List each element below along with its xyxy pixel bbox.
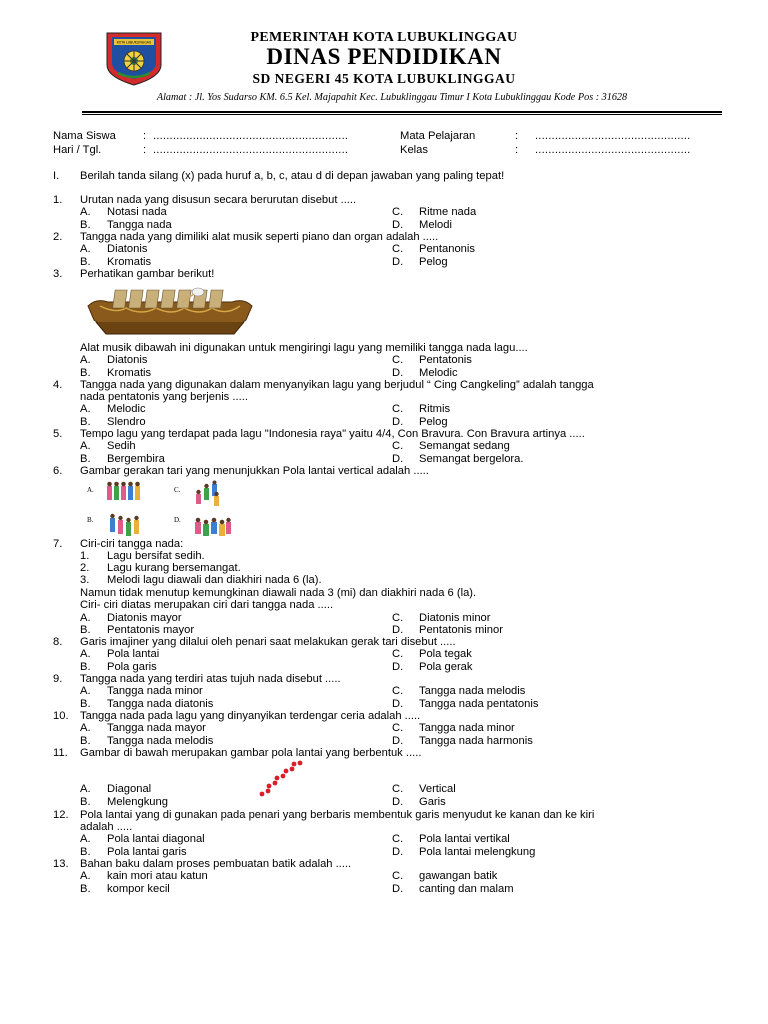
q5-text: Tempo lagu yang terdapat pada lagu "Indonesia raya" yaitu 4/4, Con Bravura. Con Bravura artinya ..... [80,428,585,440]
option-label: A. [80,722,91,734]
option-label: A. [80,612,91,624]
option-label: C. [392,612,404,624]
q6-picture-label: C. [174,486,181,494]
q13-option-d[interactable]: canting dan malam [419,883,514,895]
q5-option-b[interactable]: Bergembira [107,453,165,465]
q7-option-d[interactable]: Pentatonis minor [419,624,503,636]
q11-option-b[interactable]: Melengkung [107,796,168,808]
q1-option-d[interactable]: Melodi [419,219,452,231]
q7-text: Ciri-ciri tangga nada: [80,538,184,550]
q4-option-b[interactable]: Slendro [107,416,146,428]
q9-option-c[interactable]: Tangga nada melodis [419,685,526,697]
q1-number: 1. [53,194,63,206]
q8-text: Garis imajiner yang dilalui oleh penari saat melakukan gerak tari disebut ..... [80,636,456,648]
q1-option-c[interactable]: Ritme nada [419,206,477,218]
q6-number: 6. [53,465,63,477]
department-title: DINAS PENDIDIKAN [266,44,502,69]
school-title: SD NEGERI 45 KOTA LUBUKLINGGAU [252,71,516,86]
nama-siswa-label: Nama Siswa [53,130,116,142]
q5-option-c[interactable]: Semangat sedang [419,440,510,452]
option-label: B. [80,735,91,747]
q7-item-2: Lagu kurang bersemangat. [107,562,241,574]
q5-option-a[interactable]: Sedih [107,440,136,452]
q5-number: 5. [53,428,63,440]
q3-option-c[interactable]: Pentatonis [419,354,472,366]
option-label: A. [80,685,91,697]
option-label: D. [392,416,404,428]
option-label: C. [392,722,404,734]
option-label: A. [80,403,91,415]
q9-option-b[interactable]: Tangga nada diatonis [107,698,214,710]
q10-option-d[interactable]: Tangga nada harmonis [419,735,533,747]
option-label: D. [392,796,404,808]
q8-option-c[interactable]: Pola tegak [419,648,472,660]
option-label: B. [80,796,91,808]
q4-text-2: nada pentatonis yang berjenis ..... [80,391,248,403]
q4-option-a[interactable]: Melodic [107,403,146,415]
q2-text: Tangga nada yang dimiliki alat musik seperti piano dan organ adalah ..... [80,231,439,243]
q2-number: 2. [53,231,63,243]
option-label: D. [392,256,404,268]
q10-option-a[interactable]: Tangga nada mayor [107,722,206,734]
q13-option-b[interactable]: kompor kecil [107,883,170,895]
q2-option-d[interactable]: Pelog [419,256,448,268]
dancers-picture-b[interactable] [104,512,144,540]
nama-siswa-field[interactable]: ........................................................... [153,130,349,142]
option-label: B. [80,624,91,636]
q6-picture-label: A. [87,486,94,494]
option-label: A. [80,833,91,845]
q2-option-a[interactable]: Diatonis [107,243,148,255]
q7-item-number: 3. [80,574,90,586]
option-label: C. [392,783,404,795]
school-address: Alamat : Jl. Yos Sudarso KM. 6.5 Kel. Majapahit Kec. Lubuklinggau Timur I Kota Lubuklinggau Kode Pos : 31628 [156,92,628,103]
option-label: D. [392,698,404,710]
gamelan-saron-image [86,284,254,336]
q1-text: Urutan nada yang disusun secara berurutan disebut ..... [80,194,357,206]
q1-option-a[interactable]: Notasi nada [107,206,167,218]
q7-item-1: Lagu bersifat sedih. [107,550,205,562]
q2-option-b[interactable]: Kromatis [107,256,152,268]
q11-number: 11. [53,747,68,759]
q10-text: Tangga nada pada lagu yang dinyanyikan terdengar ceria adalah ..... [80,710,421,722]
option-label: C. [392,354,404,366]
q13-text: Bahan baku dalam proses pembuatan batik adalah ..... [80,858,352,870]
option-label: B. [80,453,91,465]
q3-option-d[interactable]: Melodic [419,367,458,379]
q7-option-b[interactable]: Pentatonis mayor [107,624,195,636]
q3-text-2: Alat musik dibawah ini digunakan untuk mengiringi lagu yang memiliki tangga nada lagu.... [80,342,528,354]
q8-option-b[interactable]: Pola garis [107,661,157,673]
hari-tgl-label: Hari / Tgl. [53,144,102,156]
q12-number: 12. [53,809,69,821]
q11-text: Gambar di bawah merupakan gambar pola lantai yang berbentuk ..... [80,747,422,759]
option-label: D. [392,883,404,895]
q7-item-3: Melodi lagu diawali dan diakhiri nada 6 (la). [107,574,322,586]
option-label: D. [392,453,404,465]
option-label: D. [392,661,404,673]
q8-option-a[interactable]: Pola lantai [107,648,160,660]
instruction-number: I. [53,170,60,182]
q9-text: Tangga nada yang terdiri atas tujuh nada disebut ..... [80,673,341,685]
q12-option-b[interactable]: Pola lantai garis [107,846,187,858]
mata-pelajaran-colon: : [515,130,519,142]
option-label: B. [80,846,91,858]
q9-number: 9. [53,673,63,685]
hari-tgl-colon: : [143,144,147,156]
q11-option-a[interactable]: Diagonal [107,783,152,795]
option-label: C. [392,685,404,697]
nama-siswa-colon: : [143,130,147,142]
q7-item-number: 1. [80,550,90,562]
option-label: A. [80,354,91,366]
q11-option-c[interactable]: Vertical [419,783,456,795]
q6-picture-label: B. [87,516,94,524]
q12-option-a[interactable]: Pola lantai diagonal [107,833,205,845]
option-label: C. [392,403,404,415]
q13-number: 13. [53,858,69,870]
diagonal-dots-image [256,760,306,800]
kelas-colon: : [515,144,519,156]
kelas-label: Kelas [400,144,428,156]
q3-option-b[interactable]: Kromatis [107,367,152,379]
option-label: B. [80,219,91,231]
option-label: B. [80,256,91,268]
dancers-picture-a[interactable] [104,480,144,506]
instruction-text: Berilah tanda silang (x) pada huruf a, b, c, atau d di depan jawaban yang paling tepat! [80,170,505,182]
q10-option-b[interactable]: Tangga nada melodis [107,735,214,747]
option-label: A. [80,440,91,452]
option-label: C. [392,648,404,660]
q12-text: Pola lantai yang di gunakan pada penari yang berbaris membentuk garis menyudut ke kanan dan ke kiri [80,809,595,821]
option-label: B. [80,661,91,673]
mata-pelajaran-label: Mata Pelajaran [400,130,476,142]
option-label: D. [392,846,404,858]
q10-option-c[interactable]: Tangga nada minor [419,722,515,734]
q7-number: 7. [53,538,63,550]
q8-option-d[interactable]: Pola gerak [419,661,473,673]
q13-option-a[interactable]: kain mori atau katun [107,870,208,882]
option-label: C. [392,870,404,882]
q3-option-a[interactable]: Diatonis [107,354,148,366]
government-title: PEMERINTAH KOTA LUBUKLINGGAU [250,30,518,45]
q4-option-d[interactable]: Pelog [419,416,448,428]
option-label: A. [80,243,91,255]
q7-option-c[interactable]: Diatonis minor [419,612,491,624]
q2-option-c[interactable]: Pentanonis [419,243,475,255]
q9-option-a[interactable]: Tangga nada minor [107,685,203,697]
q4-number: 4. [53,379,63,391]
option-label: B. [80,416,91,428]
q7-option-a[interactable]: Diatonis mayor [107,612,182,624]
q12-option-c[interactable]: Pola lantai vertikal [419,833,510,845]
q7-item-number: 2. [80,562,90,574]
header-rule-thin [82,114,722,115]
q3-text: Perhatikan gambar berikut! [80,268,215,280]
q11-option-d[interactable]: Garis [419,796,446,808]
option-label: D. [392,624,404,636]
option-label: D. [392,735,404,747]
option-label: A. [80,870,91,882]
q1-option-b[interactable]: Tangga nada [107,219,172,231]
city-logo-icon [104,31,164,87]
q5-option-d[interactable]: Semangat bergelora. [419,453,524,465]
mata-pelajaran-field[interactable]: ............................................... [535,130,691,142]
option-label: C. [392,440,404,452]
q12-text-2: adalah ..... [80,821,133,833]
option-label: B. [80,698,91,710]
q6-text: Gambar gerakan tari yang menunjukkan Pola lantai vertical adalah ..... [80,465,429,477]
option-label: A. [80,783,91,795]
option-label: D. [392,219,404,231]
logo-lettering: KOTA LUBUKLINGGAU [116,40,152,45]
option-label: C. [392,243,404,255]
option-label: A. [80,206,91,218]
q10-number: 10. [53,710,69,722]
option-label: A. [80,648,91,660]
kelas-field[interactable]: ............................................... [535,144,691,156]
option-label: B. [80,367,91,379]
dancers-picture-d[interactable] [192,512,232,540]
option-label: C. [392,833,404,845]
q4-option-c[interactable]: Ritmis [419,403,451,415]
q6-picture-label: D. [174,516,181,524]
option-label: B. [80,883,91,895]
option-label: C. [392,206,404,218]
option-label: D. [392,367,404,379]
q3-number: 3. [53,268,63,280]
q13-option-c[interactable]: gawangan batik [419,870,498,882]
dancers-picture-c[interactable] [192,480,222,508]
q8-number: 8. [53,636,63,648]
q9-option-d[interactable]: Tangga nada pentatonis [419,698,539,710]
header-rule [82,111,722,113]
hari-tgl-field[interactable]: ........................................................... [153,144,349,156]
q7-text-2: Namun tidak menutup kemungkinan diawali nada 3 (mi) dan diakhiri nada 6 (la). [80,587,477,599]
q4-text: Tangga nada yang digunakan dalam menyanyikan lagu yang berjudul “ Cing Cangkeling” adalah tangga [80,379,594,391]
q12-option-d[interactable]: Pola lantai melengkung [419,846,536,858]
q7-text-3: Ciri- ciri diatas merupakan ciri dari tangga nada ..... [80,599,334,611]
